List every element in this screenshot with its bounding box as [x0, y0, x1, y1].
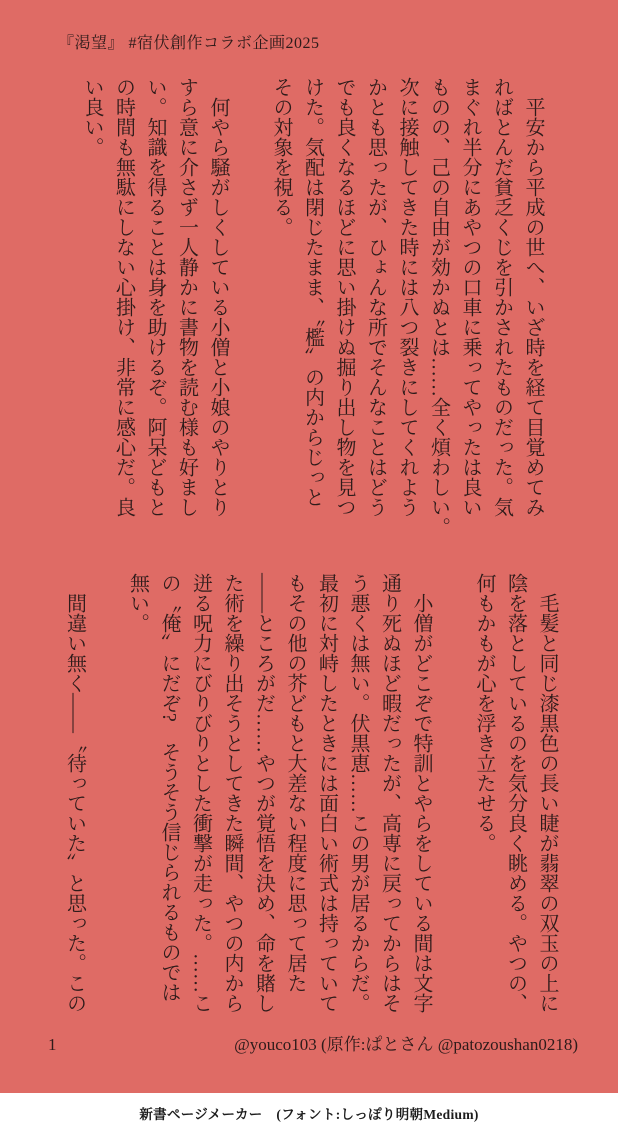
- text-line: けた。気配は閉じたまま、〝檻〟の内からじっと: [301, 77, 324, 507]
- text-line: まぐれ半分にあやつの口車に乗ってやったは良い: [459, 77, 481, 517]
- text-line: かとも思ったが、ひょんな所でそんなことはどう: [364, 77, 387, 517]
- text-tier-bottom: [58, 573, 562, 1017]
- text-line: の〝俺〟にだぞ? そうそう信じられるものでは: [158, 573, 180, 1002]
- text-line: い良い。: [81, 77, 103, 157]
- text-line: 間違い無く――〝待っていた〟と思った。この: [63, 573, 86, 1013]
- text-line: 最初に対峙したときには面白い術式は持っていて: [315, 573, 338, 1013]
- generator-label: 新書ページメーカー (フォント:しっぽり明朝Medium): [139, 1106, 479, 1122]
- text-line: 次に接触してきた時には八つ裂きにしてくれよう: [396, 77, 418, 517]
- paragraph: [468, 573, 563, 1017]
- generator-bar: [0, 1093, 618, 1132]
- page-title: 『渇望』 #宿伏創作コラボ企画2025: [58, 35, 320, 52]
- text-line: でも良くなるほどに思い掛けぬ掘り出し物を見つ: [333, 77, 355, 517]
- text-tier-top: [76, 77, 549, 537]
- text-line: ものの、己の自由が効かぬとは……全く煩わしい。: [427, 77, 450, 537]
- text-line: う悪くは無い。伏黒恵……この男が居るからだ。: [347, 573, 369, 1013]
- page-footer: [48, 1030, 578, 1055]
- text-line: もその他の芥どもと大差ない程度に思って居た: [284, 573, 306, 993]
- paragraph: [265, 77, 549, 537]
- text-line: 何やら騒がしくしている小僧と小娘のやりとり: [207, 77, 229, 517]
- text-line: い。知識を得ることは身を助けるぞ。阿呆どもと: [144, 77, 166, 517]
- text-line: ればとんだ貧乏くじを引かされたものだった。気: [490, 77, 513, 517]
- page-number: 1: [48, 1035, 57, 1054]
- paragraph: [121, 573, 436, 1017]
- paragraph: [58, 573, 90, 1017]
- paragraph: [76, 77, 234, 521]
- text-line: すら意に介さず一人静かに書物を読む様も好まし: [175, 77, 198, 517]
- text-line: 迸る呪力にびりびりとした衝撃が走った。……こ: [189, 573, 212, 1013]
- author-credit: @youco103 (原作:ぱとさん @patozoushan0218): [234, 1035, 578, 1054]
- text-line: 陰を落としているのを気分良く眺める。やつの、: [504, 573, 527, 1013]
- text-line: ――ところがだ……やつが覚悟を決め、命を賭し: [252, 573, 275, 1013]
- text-line: 毛髪と同じ漆黒色の長い睫が翡翠の双玉の上に: [536, 573, 558, 1013]
- text-line: た術を繰り出そうとしてきた瞬間、やつの内から: [221, 573, 243, 1013]
- text-line: 通り死ぬほど暇だったが、高専に戻ってからはそ: [378, 573, 401, 1013]
- text-line: 平安から平成の世へ、いざ時を経て目覚めてみ: [522, 77, 544, 517]
- text-line: 小僧がどこぞで特訓とやらをしている間は文字: [410, 573, 432, 1013]
- text-line: その対象を視る。: [270, 77, 292, 237]
- text-line: 無い。: [126, 573, 149, 633]
- text-line: の時間も無駄にしない心掛け、非常に感心だ。良: [112, 77, 135, 517]
- text-line: 何もかもが心を浮き立たせる。: [473, 573, 495, 853]
